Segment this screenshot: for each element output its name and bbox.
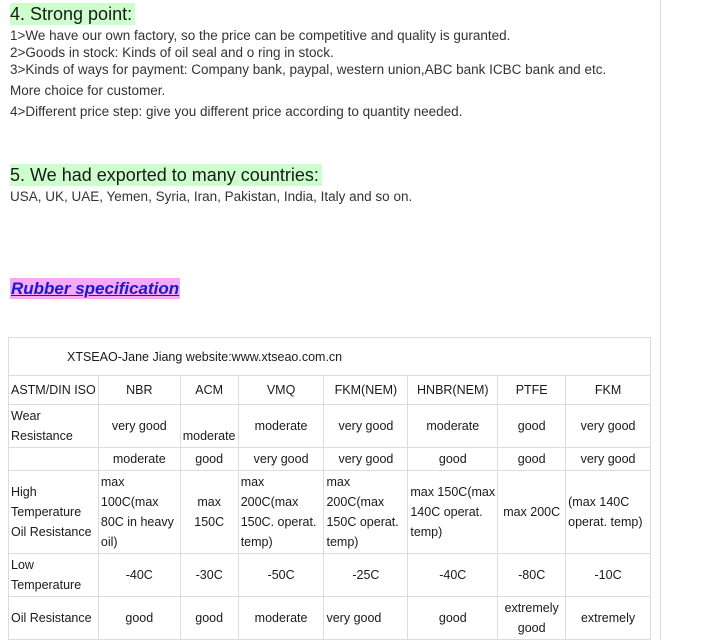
table-cell: moderate <box>408 405 498 448</box>
table-cell: good <box>98 597 180 640</box>
table-cell: moderate <box>238 597 324 640</box>
table-cell: max 150C <box>180 471 238 554</box>
table-cell: -30C <box>180 554 238 597</box>
table-cell: High Temperature Oil Resistance <box>9 471 99 554</box>
table-cell: very good <box>98 405 180 448</box>
header-cell: FKM(NEM) <box>324 376 408 405</box>
header-cell: VMQ <box>238 376 324 405</box>
strong-point-line-2: 2>Goods in stock: Kinds of oil seal and o ring in stock. <box>10 45 334 60</box>
table-cell: good <box>180 448 238 471</box>
table-cell: -40C <box>408 554 498 597</box>
table-cell: good <box>408 597 498 640</box>
strong-point-line-1: 1>We have our own factory, so the price can be competitive and quality is guranted. <box>10 28 511 43</box>
table-cell <box>9 448 99 471</box>
strong-point-line-4: More choice for customer. <box>10 83 166 98</box>
header-cell: ASTM/DIN ISO <box>9 376 99 405</box>
table-cell: very good <box>324 448 408 471</box>
page-border-line <box>660 0 661 640</box>
header-cell: PTFE <box>498 376 566 405</box>
table-cell: moderate <box>238 405 324 448</box>
rubber-spec-title[interactable]: Rubber specification <box>11 279 180 298</box>
table-cell: max 200C(max 150C. operat. temp) <box>238 471 324 554</box>
table-cell: -80C <box>498 554 566 597</box>
export-heading: 5. We had exported to many countries: <box>10 164 322 186</box>
strong-point-line-5: 4>Different price step: give you different price according to quantity needed. <box>10 104 463 119</box>
table-row <box>9 597 651 640</box>
strong-point-line-3: 3>Kinds of ways for payment: Company bank, paypal, western union,ABC bank ICBC bank and etc. <box>10 62 607 77</box>
table-header-row <box>9 376 651 405</box>
table-cell: extremely <box>566 597 651 640</box>
table-cell: very good <box>566 405 651 448</box>
table-cell: -10C <box>566 554 651 597</box>
table-cell: Wear Resistance <box>9 405 99 448</box>
table-cell: moderate <box>180 405 238 448</box>
table-cell: (max 140C operat. temp) <box>566 471 651 554</box>
table-cell: good <box>498 405 566 448</box>
table-cell: max 100C(max 80C in heavy oil) <box>98 471 180 554</box>
header-cell: ACM <box>180 376 238 405</box>
table-row <box>9 554 651 597</box>
table-cell: good <box>180 597 238 640</box>
table-cell: max 200C(max 150C operat. temp) <box>324 471 408 554</box>
table-cell: max 150C(max 140C operat. temp) <box>408 471 498 554</box>
strong-point-heading: 4. Strong point: <box>10 3 135 25</box>
table-cell: very good <box>566 448 651 471</box>
table-cell: very good <box>324 597 408 640</box>
table-cell: -40C <box>98 554 180 597</box>
header-cell: NBR <box>98 376 180 405</box>
table-cell: extremely good <box>498 597 566 640</box>
table-row <box>9 471 651 554</box>
table-cell: very good <box>238 448 324 471</box>
table-cell: moderate <box>98 448 180 471</box>
export-countries: USA, UK, UAE, Yemen, Syria, Iran, Pakistan, India, Italy and so on. <box>10 189 413 204</box>
table-row <box>9 405 651 448</box>
header-cell: HNBR(NEM) <box>408 376 498 405</box>
table-caption: XTSEAO-Jane Jiang website:www.xtseao.com.cn <box>9 338 651 376</box>
table-cell: very good <box>324 405 408 448</box>
table-cell: good <box>498 448 566 471</box>
table-caption-row <box>9 338 651 376</box>
table-cell: -25C <box>324 554 408 597</box>
table-cell: -50C <box>238 554 324 597</box>
header-cell: FKM <box>566 376 651 405</box>
table-cell: Oil Resistance <box>9 597 99 640</box>
table-cell: good <box>408 448 498 471</box>
table-cell: Low Temperature <box>9 554 99 597</box>
rubber-spec-table <box>8 337 651 640</box>
table-row <box>9 448 651 471</box>
table-cell: max 200C <box>498 471 566 554</box>
